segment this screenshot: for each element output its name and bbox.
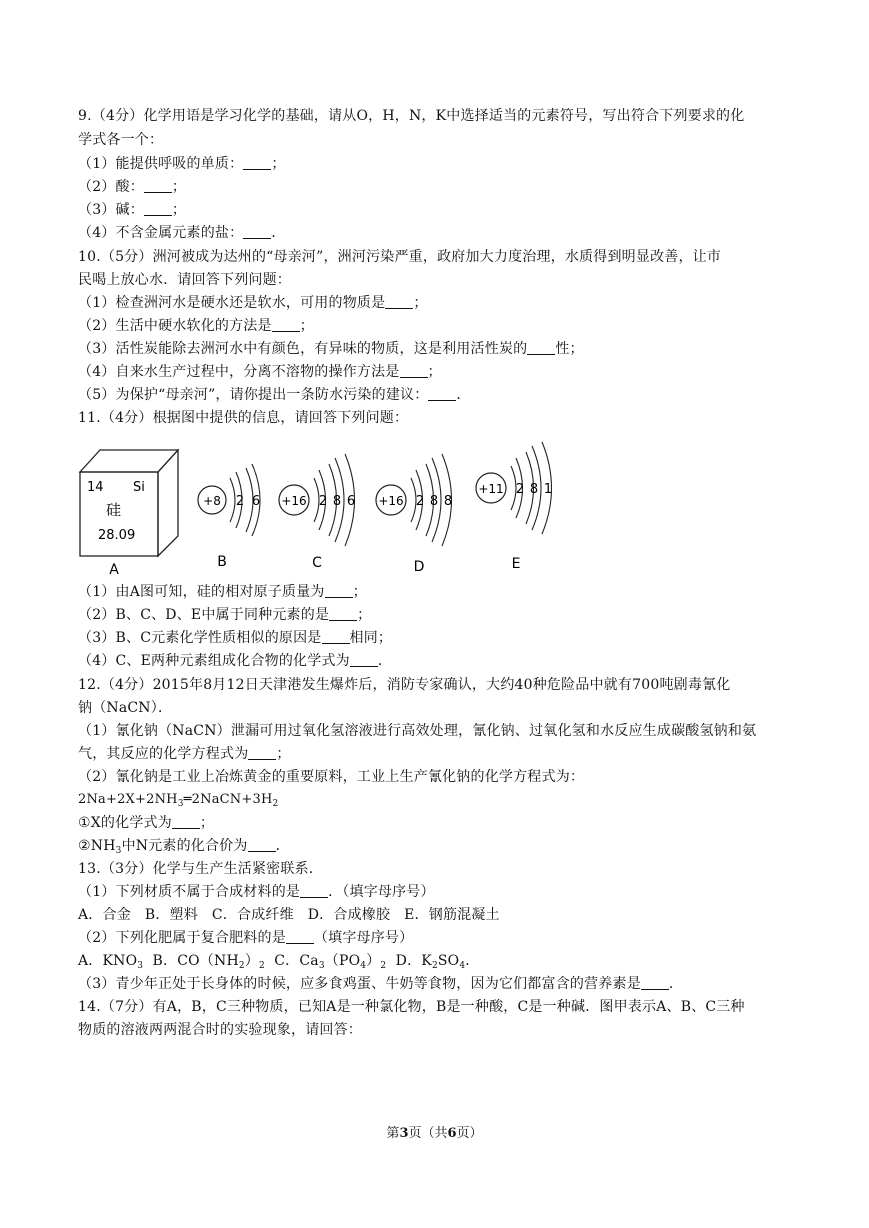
shell-electrons: 2 <box>235 494 245 509</box>
figure-label-E: E <box>511 556 521 572</box>
answer-blank <box>329 606 357 621</box>
element-cell-A <box>80 450 178 556</box>
nucleus-charge: +11 <box>478 482 504 496</box>
figure-label-C: C <box>312 555 322 571</box>
answer-blank <box>243 224 271 239</box>
nucleus-charge: +8 <box>203 494 221 508</box>
q12-sub2: （2）氰化钠是工业上冶炼黄金的重要原料，工业上生产氰化钠的化学方程式为： <box>78 769 585 785</box>
answer-blank <box>527 340 555 355</box>
answer-blank <box>300 883 328 898</box>
q14-stem: 14.（7分）有A，B，C三种物质，已知A是一种氯化物，B是一种酸，C是一种碱．图甲表示A、B、C三种 <box>78 999 745 1015</box>
q10-sub2: （2）生活中硬水软化的方法是 ； <box>78 318 314 334</box>
q9-sub1: （1）能提供呼吸的单质： ； <box>78 156 286 172</box>
figure-label-A: A <box>109 562 119 578</box>
cell-symbol: Si <box>133 480 145 495</box>
shell-electrons: 2 <box>415 494 425 509</box>
q10-sub3: （3）活性炭能除去洲河水中有颜色，有异味的物质，这是利用活性炭的 性； <box>78 341 584 357</box>
answer-blank <box>248 837 276 852</box>
cell-name: 硅 <box>106 501 122 519</box>
page-footer: 第3页（共6页） <box>386 1126 483 1141</box>
q12-sub1-cont: 气，其反应的化学方程式为 ； <box>78 746 291 762</box>
shell-electrons: 8 <box>429 494 439 509</box>
shell-electrons: 2 <box>515 482 525 497</box>
atom-structure-figure <box>78 436 578 580</box>
answer-blank <box>243 155 271 170</box>
nucleus-charge: +16 <box>378 494 404 508</box>
q12-part2: $②NH_3$中N元素的化合价为 ． <box>78 838 290 856</box>
figure-label-D: D <box>413 559 425 575</box>
q13-sub2: （2）下列化肥属于复合肥料的是 （填字母序号） <box>78 930 414 946</box>
q11-stem: 11.（4分）根据图中提供的信息，请回答下列问题： <box>78 410 409 426</box>
answer-blank <box>641 975 669 990</box>
q12-part1: ①X的化学式为 ； <box>78 815 215 831</box>
current-page-number: 3 <box>399 1126 409 1141</box>
q9-sub4: （4）不含金属元素的盐： ． <box>78 225 286 241</box>
nucleus-charge: +16 <box>281 494 307 508</box>
answer-blank <box>144 201 172 216</box>
answer-blank <box>350 652 378 667</box>
q11-sub3: （3）B、C元素化学性质相似的原因是 相同； <box>78 630 393 646</box>
q10-stem-cont: 民喝上放心水．请回答下列问题： <box>78 272 291 288</box>
atom-C <box>279 454 355 546</box>
q12-stem: 12.（4分）2015年8月12日天津港发生爆炸后，消防专家确认，大约40种危险品中就有700吨剧毒氰化 <box>78 677 731 693</box>
answer-blank <box>385 294 413 309</box>
answer-blank <box>400 363 428 378</box>
q9-stem-cont: 学式各一个： <box>78 132 164 148</box>
answer-blank <box>325 583 353 598</box>
answer-blank <box>172 814 200 829</box>
q11-sub2: （2）B、C、D、E中属于同种元素的是 ； <box>78 607 372 623</box>
answer-blank <box>286 929 314 944</box>
figure-label-B: B <box>217 554 227 570</box>
q13-options2: A．$KNO_3$ B．$CO(NH_2)_2$ C．$Ca_3(PO_4)_2$ D．$K_2SO_4$． <box>78 953 480 971</box>
cell-number: 14 <box>87 480 104 495</box>
q10-sub1: （1）检查洲河水是硬水还是软水，可用的物质是 ； <box>78 295 428 311</box>
q13-options1: A．合金 B．塑料 C．合成纤维 D．合成橡胶 E．钢筋混凝土 <box>78 907 500 923</box>
q10-sub4: （4）自来水生产过程中，分离不溶物的操作方法是 ； <box>78 364 442 380</box>
q13-sub3: （3）青少年正处于长身体的时候，应多食鸡蛋、牛奶等食物，因为它们都富含的营养素是 ． <box>78 976 684 992</box>
total-page-count: 6 <box>447 1126 457 1141</box>
atom-E <box>476 442 552 534</box>
q13-stem: 13.（3分）化学与生产生活紧密联系． <box>78 861 323 877</box>
shell-electrons: 6 <box>346 494 356 509</box>
atom-D <box>376 454 452 546</box>
q12-sub1: （1）氰化钠（NaCN）泄漏可用过氧化氢溶液进行高效处理，氰化钠、过氧化氢和水反应生成碳酸氢钠和氨 <box>78 723 757 739</box>
q11-sub1: （1）由A图可知，硅的相对原子质量为 ； <box>78 584 367 600</box>
shell-electrons: 1 <box>543 482 553 497</box>
shell-electrons: 6 <box>251 494 261 509</box>
shell-electrons: 8 <box>332 494 342 509</box>
q14-stem-cont: 物质的溶液两两混合时的实验现象，请回答： <box>78 1022 362 1038</box>
answer-blank <box>248 745 276 760</box>
q9-sub2: （2）酸： ； <box>78 179 187 195</box>
shell-electrons: 8 <box>443 494 453 509</box>
q9-stem: 9.（4分）化学用语是学习化学的基础，请从O，H，N，K中选择适当的元素符号，写出符合下列要求的化 <box>78 108 745 124</box>
answer-blank <box>322 629 350 644</box>
answer-blank <box>428 386 456 401</box>
q12-equation: $2Na+2X+2NH_3═2NaCN+3H_2$ <box>78 792 279 809</box>
q11-sub4: （4）C、E两种元素组成化合物的化学式为 ． <box>78 653 393 669</box>
cell-mass: 28.09 <box>98 528 136 543</box>
q13-sub1: （1）下列材质不属于合成材料的是 ．（填字母序号） <box>78 884 435 900</box>
q10-stem: 10.（5分）洲河被成为达州的“母亲河”，洲河污染严重，政府加大力度治理，水质得到明显改善，让市 <box>78 249 722 265</box>
q9-sub3: （3）碱： ； <box>78 202 187 218</box>
shell-electrons: 2 <box>318 494 328 509</box>
q12-stem-cont: 钠（NaCN）． <box>78 700 173 716</box>
shell-electrons: 8 <box>529 482 539 497</box>
atom-B <box>198 464 260 536</box>
answer-blank <box>272 317 300 332</box>
q10-sub5: （5）为保护“母亲河”，请你提出一条防水污染的建议： ． <box>78 387 471 403</box>
answer-blank <box>144 178 172 193</box>
